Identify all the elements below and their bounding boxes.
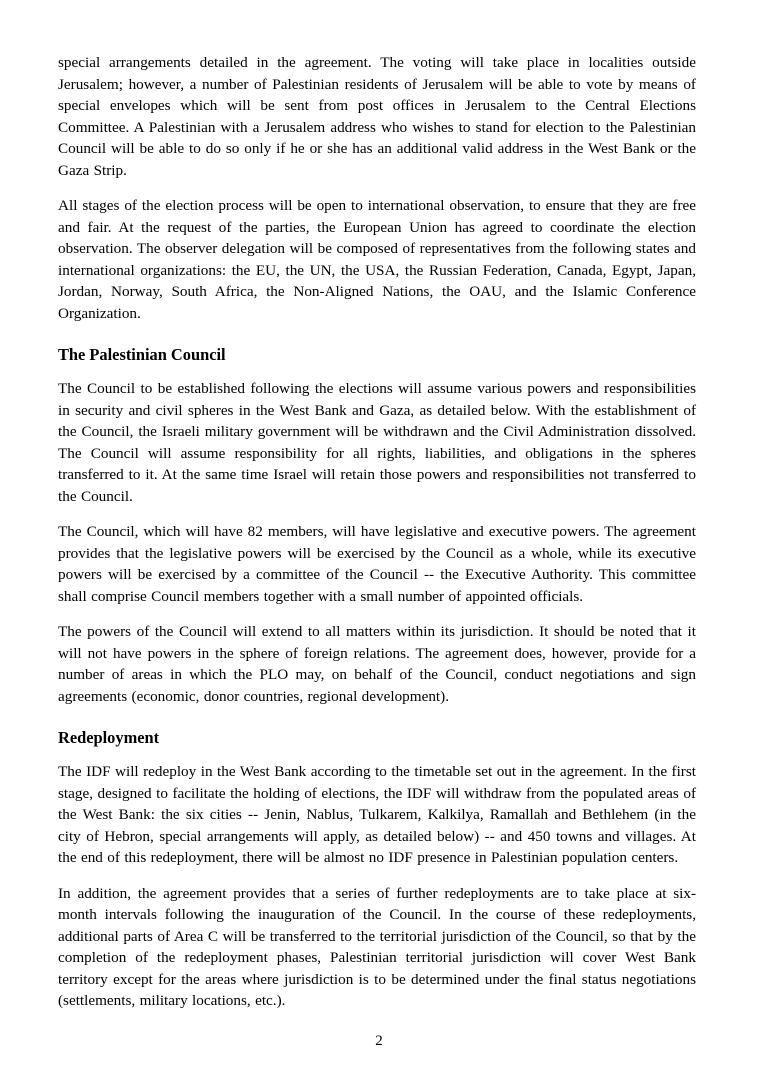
paragraph-idf-redeployment: The IDF will redeploy in the West Bank according to the timetable set out in the agreement. In the first stage, designed to facilitate the holding of elections, the IDF will withdraw from the populated areas of the West Bank: the six cities -- Jenin, Nablus, Tulkarem, Kalkilya, Ramallah and Bethlehem (in the city of Hebron, special arrangements will apply, as detailed below) -- and 450 towns and villages. At the end of this redeployment, there will be almost no IDF presence in Palestinian population centers. — [58, 763, 696, 866]
heading-the-palestinian-council: The Palestinian Council — [58, 345, 226, 364]
paragraph-council-members: The Council, which will have 82 members, will have legislative and executive powers. The agreement provides that the legislative powers will be exercised by the Council as a whole, while its executive powers will be exercised by a committee of the Council -- the Executive Authority. This committee shall comprise Council members together with a small number of appointed officials. — [58, 523, 696, 605]
document-body — [58, 52, 696, 1012]
paragraph-international-observation: All stages of the election process will be open to international observation, to ensure that they are free and fair. At the request of the parties, the European Union has agreed to coordinate the election observation. The observer delegation will be composed of representatives from the following states and international organizations: the EU, the UN, the USA, the Russian Federation, Canada, Egypt, Japan, Jordan, Norway, South Africa, the Non-Aligned Nations, the OAU, and the Islamic Conference Organization. — [58, 197, 696, 322]
paragraph-council-powers: The Council to be established following the elections will assume various powers and responsibilities in security and civil spheres in the West Bank and Gaza, as detailed below. With the establishment of the Council, the Israeli military government will be withdrawn and the Civil Administration dissolved. The Council will assume responsibility for all rights, liabilities, and obligations in the spheres transferred to it. At the same time Israel will retain those powers and responsibilities not transferred to the Council. — [58, 380, 696, 505]
paragraph-voting-arrangements: special arrangements detailed in the agreement. The voting will take place in localities outside Jerusalem; however, a number of Palestinian residents of Jerusalem will be able to vote by means of special envelopes which will be sent from post offices in Jerusalem to the Central Elections Committee. A Palestinian with a Jerusalem address who wishes to stand for election to the Palestinian Council will be able to do so only if he or she has an additional valid address in the West Bank or the Gaza Strip. — [58, 54, 696, 179]
heading-redeployment: Redeployment — [58, 728, 160, 747]
paragraph-further-redeployments: In addition, the agreement provides that a series of further redeployments are to take place at six-month intervals following the inauguration of the Council. In the course of these redeployments, additional parts of Area C will be transferred to the territorial jurisdiction of the Council, so that by the completion of the redeployment phases, Palestinian territorial jurisdiction will cover West Bank territory except for the areas where jurisdiction is to be determined under the final status negotiations (settlements, military locations, etc.). — [58, 884, 696, 1009]
paragraph-council-jurisdiction: The powers of the Council will extend to all matters within its jurisdiction. It should be noted that it will not have powers in the sphere of foreign relations. The agreement does, however, provide for a number of areas in which the PLO may, on behalf of the Council, conduct negotiations and sign agreements (economic, donor countries, regional development). — [58, 623, 696, 705]
page-number: 2 — [375, 1033, 383, 1049]
